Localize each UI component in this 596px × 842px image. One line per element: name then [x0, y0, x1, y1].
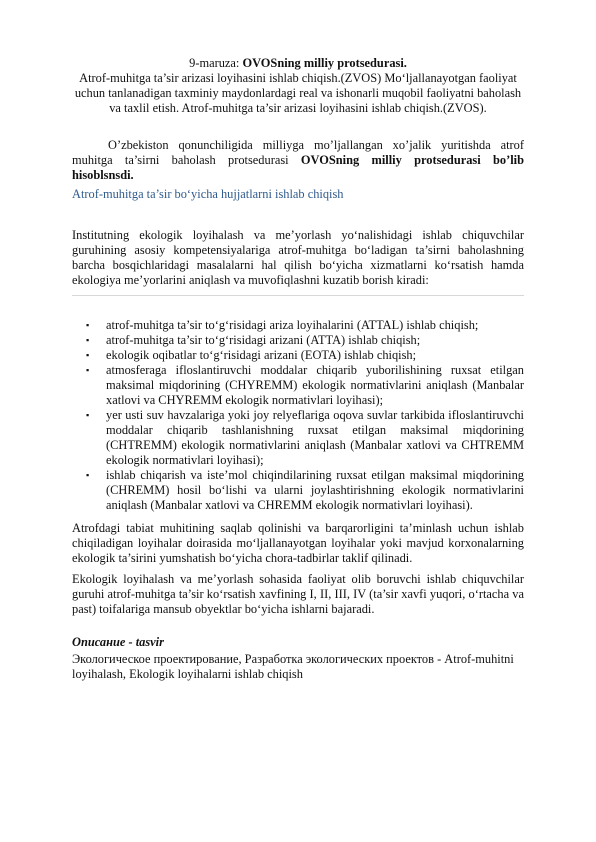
- list-item: ▪ atmosferaga ifloslantiruvchi moddalar chiqarib yuborilishining ruxsat etilgan maksimal miqdorining (CHYREMM) ekologik normativlarini aniqlash (Manbalar xatlovi va CHYREMM ekologik normativlari loyihasi);: [106, 363, 524, 408]
- section-heading-link[interactable]: Atrof-muhitga ta’sir bo‘yicha hujjatlarni ishlab chiqish: [72, 187, 344, 201]
- lecture-title: [72, 56, 524, 71]
- paragraph-measures: Atrofdagi tabiat muhitining saqlab qolinishi va barqarorligini ta’minlash uchun ishlab chiqiladigan loyihalar doirasida mo‘ljallanayotgan loyihalar yoki mavjud korxonalarning ekologik ta’sirini yumshatish bo‘yicha chora-tadbirlar taklif qilinadi.: [72, 521, 524, 565]
- list-item: ▪ ekologik oqibatlar to‘g‘risidagi arizani (EOTA) ishlab chiqish;: [106, 348, 524, 363]
- description-text: Экологическое проектирование, Разработка экологических проектов - Atrof-muhitni loyihalash, Ekologik loyihalarni ishlab chiqish: [72, 652, 514, 681]
- intro-paragraph: [72, 138, 524, 183]
- list-item: ▪ atrof-muhitga ta’sir to‘g‘risidagi arizani (ATTA) ishlab chiqish;: [106, 333, 524, 348]
- list-item: ▪ atrof-muhitga ta’sir to‘g‘risidagi ariza loyihalarini (ATTAL) ishlab chiqish;: [106, 318, 524, 333]
- intro-text: O’zbekiston qonunchiligida milliyga mo’ljallangan xo’jalik yuritishda atrof muhitga ta’sirni baholash protsedurasi: [72, 138, 524, 167]
- lecture-title-prefix: 9-maruza:: [189, 56, 243, 70]
- lecture-header: [72, 56, 524, 116]
- horizontal-divider: [72, 295, 524, 296]
- services-list: [72, 318, 524, 513]
- list-item: ▪ ishlab chiqarish va iste’mol chiqindilarining ruxsat etilgan maksimal miqdorining (CHREMM) hosil bo‘lishi va ularni joylashtirishning ekologik normativlarini aniqlash (Manbalar xatlovi va CHREMM ekologik normativlari loyihasi).: [106, 468, 524, 513]
- document-page: [72, 56, 524, 682]
- list-item: ▪ yer usti suv havzalariga yoki joy relyeflariga oqova suvlar tarkibida ifloslantiruvchi moddalar chiqarib tashlanishning ruxsat etilgan maksimal miqdorining (CHTREMM) ekologik normativlarini aniqlash (Manbalar xatlovi va CHTREMM ekologik normativlari loyihasi);: [106, 408, 524, 468]
- paragraph-categories: Ekologik loyihalash va me’yorlash sohasida faoliyat olib boruvchi ishlab chiquvchilar guruhi atrof-muhitga ta’sir ko‘rsatish xavfining I, II, III, IV (ta’sir xavfi yuqori, o‘rtacha va past) toifalariga mansub obyektlar bo‘yicha ishlarni bajaradi.: [72, 572, 524, 616]
- lecture-title-bold: OVOSning milliy protsedurasi.: [242, 56, 407, 70]
- intro-bold-text: OVOSning milliy protsedurasi bo’lib hisoblsnsdi.: [72, 153, 524, 182]
- main-paragraph: Institutning ekologik loyihalash va me’yorlash yo‘nalishidagi ishlab chiquvchilar guruhining asosiy kompetensiyalariga atrof-muhitga bo‘ladigan ta’sirni baholashning barcha bosqichlaridagi masalalarni hal qilish bo‘yicha xizmatlarni ko‘rsatish hamda ekologiya me’yorlarini aniqlash va muvofiqlashni kuzatib borish kiradi:: [72, 228, 524, 287]
- lecture-subtitle: Atrof-muhitga ta’sir arizasi loyihasini ishlab chiqish.(ZVOS) Mo‘ljallanayotgan faoliyat uchun tanlanadigan taxminiy maydonlardagi real va ishonarli muqobil faoliyatni baholash va taxlil etish. Atrof-muhitga ta’sir arizasi loyihasini ishlab chiqish.(ZVOS).: [74, 71, 522, 115]
- description-heading: Описание - tasvir: [72, 635, 164, 649]
